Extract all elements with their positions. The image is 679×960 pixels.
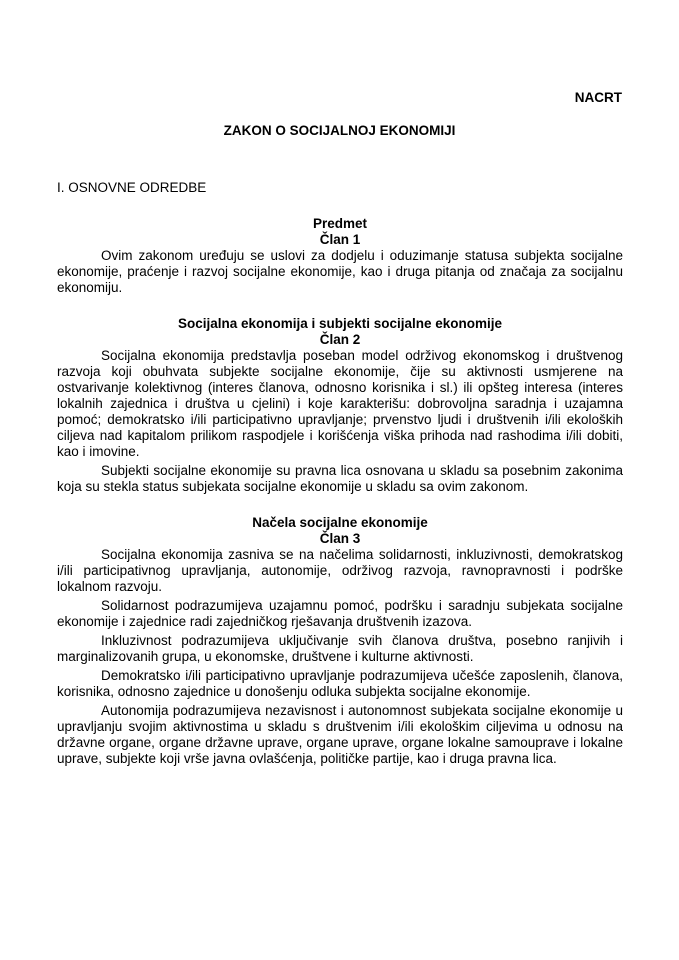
article-number: Član 3 xyxy=(319,531,361,546)
article-2 xyxy=(57,316,623,495)
article-paragraph: Socijalna ekonomija zasniva se na načelima solidarnosti, inkluzivnosti, demokratskog i/ili participativnog upravljanja, autonomije, održivog razvoja, ravnopravnosti i podrške lokalnom razvoju. xyxy=(57,547,623,594)
article-paragraph: Socijalna ekonomija predstavlja poseban model održivog ekonomskog i društvenog razvoja koji obuhvata subjekte socijalne ekonomije, čije su aktivnosti usmjerene na ostvarivanje kolektivnog (interes članova, odnosno korisnika i sl.) ili opšteg interesa (interes lokalnih zajednica i društva u cjelini) i koje karakterišu: dobrovoljna saradnja i uzajamna pomoć; demokratsko i/ili participativno upravljanje; prvenstvo ljudi i društvenih i/ili ekoloških ciljeva nad kapitalom prilikom raspodjele i korišćenja viška prihoda nad rashodima i/ili dobiti, kao i imovine. xyxy=(57,348,623,459)
document-body xyxy=(57,216,623,787)
article-3 xyxy=(57,515,623,767)
article-title: Načela socijalne ekonomije xyxy=(252,515,428,530)
article-paragraph: Inkluzivnost podrazumijeva uključivanje svih članova društva, posebno ranjivih i marginalizovanih grupa, u ekonomske, društvene i kulturne aktivnosti. xyxy=(57,633,623,664)
section-heading: I. OSNOVNE ODREDBE xyxy=(57,180,207,195)
article-title: Socijalna ekonomija i subjekti socijalne ekonomije xyxy=(177,316,503,331)
article-paragraph: Subjekti socijalne ekonomije su pravna lica osnovana u skladu sa posebnim zakonima koja su stekla status subjekata socijalne ekonomije u skladu sa ovim zakonom. xyxy=(57,463,623,494)
article-paragraph: Solidarnost podrazumijeva uzajamnu pomoć, podršku i saradnju subjekata socijalne ekonomije i zajednice radi zajedničkog rješavanja društvenih izazova. xyxy=(57,598,623,629)
law-title: ZAKON O SOCIJALNOJ EKONOMIJI xyxy=(223,123,456,138)
article-paragraph: Ovim zakonom uređuju se uslovi za dodjelu i oduzimanje statusa subjekta socijalne ekonomije, praćenje i razvoj socijalne ekonomije, kao i druga pitanja od značaja za socijalnu ekonomiju. xyxy=(57,248,623,295)
article-paragraph: Autonomija podrazumijeva nezavisnost i autonomnost subjekata socijalne ekonomije u upravljanju svojim aktivnostima u skladu s društvenim i/ili ekološkim ciljevima u odnosu na državne organe, organe državne uprave, organe uprave, organe lokalne samouprave i lokalne uprave, subjekte koji vrše javna ovlašćenja, političke partije, kao i druga pravna lica. xyxy=(57,703,623,766)
article-title: Predmet xyxy=(312,216,368,231)
article-paragraph: Demokratsko i/ili participativno upravljanje podrazumijeva učešće zaposlenih, članova, korisnika, odnosno zajednice u donošenju odluka subjekta socijalne ekonomije. xyxy=(57,668,623,699)
draft-label: NACRT xyxy=(574,90,622,105)
article-number: Član 2 xyxy=(319,332,361,347)
article-1 xyxy=(57,216,623,296)
article-number: Član 1 xyxy=(319,232,361,247)
